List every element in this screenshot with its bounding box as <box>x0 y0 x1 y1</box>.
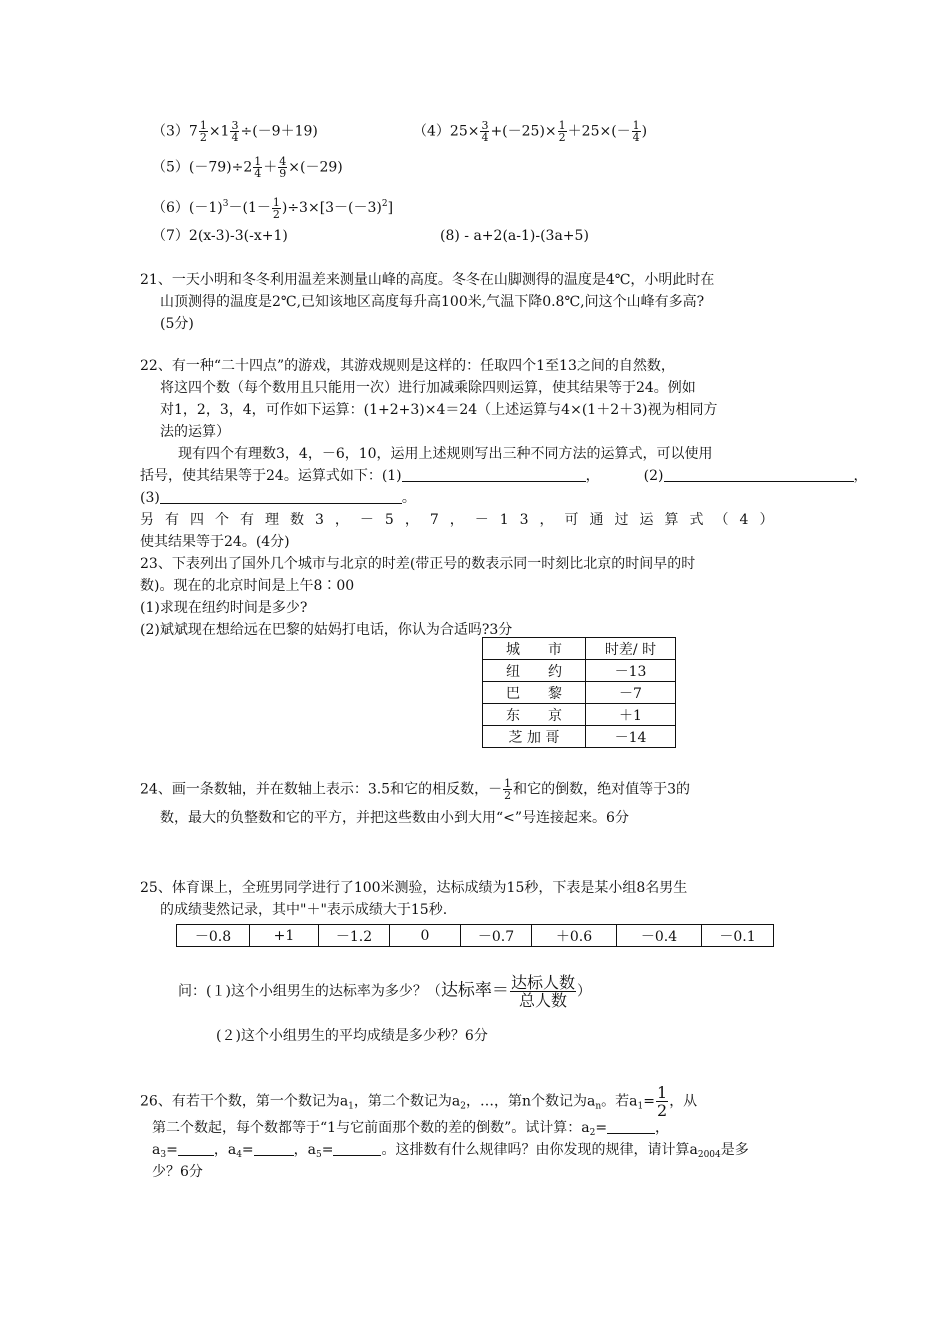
expr-4: （4）25× $\frac{3}{4}$ +(－25)× $\frac{1}{2}$ ＋25×(－ $\frac{1}{4}$ ) <box>413 119 648 144</box>
expr-8: (8) - a+2(a-1)-(3a+5) <box>440 228 589 244</box>
table-row <box>483 704 676 726</box>
q22-line1: 22、有一种“二十四点”的游戏，其游戏规则是这样的：任取四个1至13之间的自然数， <box>140 358 675 374</box>
fraction: $\frac{1}{2}$ <box>272 195 280 221</box>
q22-line8: 另有四个有理数3，－5，7，－13，可通过运算式（4） <box>140 512 785 528</box>
fraction: $\frac{1}{2}$ <box>504 777 512 802</box>
answer-blank-3[interactable] <box>160 489 402 504</box>
score-cell: +1 <box>250 925 319 947</box>
rate-formula-fraction: $\frac{\text{达标人数}}{\text{总人数}}$ <box>510 973 575 1010</box>
score-cell: －0.4 <box>617 925 702 947</box>
table-header-row <box>483 638 676 660</box>
table-row <box>177 925 774 947</box>
q23-line3: (1)求现在纽约时间是多少? <box>140 600 308 616</box>
expr-5: （5）(－79)÷2 $\frac{1}{4}$ ＋ $\frac{4}{9}$ ×(－29) <box>152 155 343 180</box>
expr-3-pre: （3）7 <box>152 123 198 140</box>
answer-blank-2[interactable] <box>664 467 854 482</box>
fraction: $\frac{4}{9}$ <box>279 155 287 180</box>
score-cell: －0.1 <box>702 925 774 947</box>
city-cell: 巴 黎 <box>483 682 586 704</box>
q24-line1: 24、画一条数轴，并在数轴上表示：3.5和它的相反数，－ $\frac{1}{2}$ 和它的倒数，绝对值等于3的 <box>140 777 690 802</box>
expr-3: （3）7 $\frac{1}{2}$ ×1 $\frac{3}{4}$ ÷(－9＋19) <box>152 119 318 144</box>
score-cell: ＋0.6 <box>532 925 617 947</box>
offset-cell: －13 <box>586 660 676 682</box>
answer-blank-a3[interactable] <box>178 1141 214 1156</box>
expr-6: $(6)(-1)^3-(1-$ $\frac{1}{2}$ )$\div 3\times[3-(-3)^2]$ <box>152 195 394 221</box>
offset-cell: －14 <box>586 726 676 748</box>
q22-line9: 使其结果等于24。(4分) <box>140 534 290 550</box>
score-cell: －0.7 <box>461 925 532 947</box>
q22-line7: (3) 。 <box>140 490 416 506</box>
city-cell: 东 京 <box>483 704 586 726</box>
q21-line2: 山顶测得的温度是2℃,已知该地区高度每升高100米,气温下降0.8℃,问这个山峰有多高? <box>160 294 705 310</box>
timezone-table <box>482 637 676 748</box>
q23-line1: 23、下表列出了国外几个城市与北京的时差(带正号的数表示同一时刻比北京的时间早的时 <box>140 556 696 572</box>
q22-line6: 括号，使其结果等于24。运算式如下：(1) ， (2) ， <box>140 468 868 484</box>
fraction: $\frac{3}{4}$ <box>231 119 239 144</box>
city-cell: 纽 约 <box>483 660 586 682</box>
offset-cell: －7 <box>586 682 676 704</box>
fraction: $\frac{1}{2}$ <box>199 119 207 144</box>
table-row <box>483 726 676 748</box>
fraction: $\frac{1}{4}$ <box>254 155 262 180</box>
city-cell: 芝 加 哥 <box>483 726 586 748</box>
q23-line2: 数)。现在的北京时间是上午8∶00 <box>140 578 355 594</box>
scores-table <box>176 924 774 947</box>
q22-line4: 法的运算） <box>160 424 230 440</box>
q25-question1: 问：(１)这个小组男生的达标率为多少？（达标率＝ $\frac{\text{达标人数}}{\text{总人数}}$ ） <box>178 973 591 1010</box>
fraction: $\frac{3}{4}$ <box>481 119 489 144</box>
q26-line2: 第二个数起，每个数都等于“1与它前面那个数的差的倒数”。试计算：$a_2=$ ， <box>152 1120 670 1138</box>
expr-7: （7）2(x-3)-3(-x+1) <box>152 228 288 244</box>
q24-line2: 数，最大的负整数和它的平方，并把这些数由小到大用“<”号连接起来。6分 <box>160 810 629 826</box>
fraction: $\frac{1}{2}$ <box>657 1083 668 1120</box>
q22-line3: 对1，2，3，4，可作如下运算：(1+2+3)×4＝24（上述运算与4×(1＋2＋3)视为相同方 <box>160 402 718 418</box>
score-cell: －0.8 <box>177 925 250 947</box>
answer-blank-a4[interactable] <box>254 1141 294 1156</box>
table-row <box>483 682 676 704</box>
answer-blank-a5[interactable] <box>333 1141 381 1156</box>
fraction: $\frac{1}{2}$ <box>558 119 566 144</box>
score-cell: －1.2 <box>319 925 390 947</box>
q25-question2: (２)这个小组男生的平均成绩是多少秒？6分 <box>216 1028 488 1044</box>
q26-line3: $a_3=$ ，$a_4=$ ，$a_5=$ 。这排数有什么规律吗？由你发现的规律，请计算$a_{2004}$是多 <box>152 1142 749 1160</box>
answer-blank-1[interactable] <box>402 467 586 482</box>
q25-line2: 的成绩斐然记录，其中"＋"表示成绩大于15秒. <box>160 902 448 918</box>
answer-blank-a2[interactable] <box>607 1119 655 1134</box>
q23-line4: (2)斌斌现在想给远在巴黎的姑妈打电话，你认为合适吗?3分 <box>140 622 513 638</box>
q25-line1: 25、体育课上，全班男同学进行了100米测验，达标成绩为15秒，下表是某小组8名男生 <box>140 880 688 896</box>
table-header: 城 市 <box>483 638 586 660</box>
q21-line3: (5分) <box>160 316 194 332</box>
offset-cell: ＋1 <box>586 704 676 726</box>
q21-line1: 21、一天小明和冬冬利用温差来测量山峰的高度。冬冬在山脚测得的温度是4℃，小明此时在 <box>140 272 715 288</box>
q22-line2: 将这四个数（每个数用且只能用一次）进行加减乘除四则运算，使其结果等于24。例如 <box>160 380 696 396</box>
fraction: $\frac{1}{4}$ <box>632 119 640 144</box>
score-cell: 0 <box>390 925 461 947</box>
table-row <box>483 660 676 682</box>
q22-line5: 现有四个有理数3，4，－6，10，运用上述规则写出三种不同方法的运算式，可以使用 <box>178 446 713 462</box>
q26-line1: 26、有若干个数，第一个数记为$a_1$，第二个数记为$a_2$，…，第n个数记为$a_n$。若$a_1=$ $\frac{1}{2}$ ，从 <box>140 1083 698 1120</box>
q26-line4: 少？6分 <box>152 1164 203 1180</box>
table-header: 时差/ 时 <box>586 638 676 660</box>
